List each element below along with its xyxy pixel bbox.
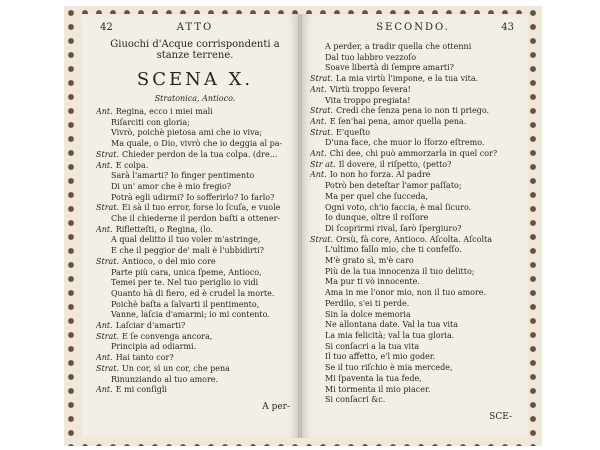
verse-line — [96, 225, 294, 236]
verse-text: Di un' amor che è mio fregio? — [111, 181, 232, 191]
verse-text: L'ultimo fallo mio, che ti confeſſo. — [325, 245, 462, 255]
verse-line — [310, 106, 516, 117]
verse-text: Sin la dolce memoria — [325, 309, 411, 319]
verse-line — [310, 374, 516, 385]
speaker-label: Strat. — [96, 203, 120, 213]
verse-line — [96, 300, 294, 311]
verse-line — [310, 310, 516, 321]
verse-line — [310, 63, 516, 74]
verse-text: Ma pur ti vò innocente. — [325, 277, 420, 287]
verse-line — [96, 182, 294, 193]
verse-text: Riſarciti con gloria; — [111, 117, 190, 127]
verse-text: Rinunziando al tuo amore. — [111, 374, 219, 384]
verse-line — [310, 267, 516, 278]
verse-text: Il dovere, il riſpetto, (petto? — [338, 159, 452, 169]
verse-text: Il tuo affetto, e'l mio goder. — [325, 352, 436, 362]
scene-setting-line: stanze terrene. — [156, 50, 234, 61]
verse-line — [96, 353, 294, 364]
speaker-label: Strat. — [96, 149, 120, 159]
verse-line — [96, 171, 294, 182]
verse-text: Si conſacri a la tua vita — [325, 341, 420, 351]
verse-text: Potrò ben deteſtar l'amor paſſato; — [325, 181, 462, 191]
verse-line — [310, 320, 516, 331]
verse-line — [310, 385, 516, 396]
running-header-left — [96, 22, 294, 36]
verse-text: E che il peggior de' mali è l'ubbidirti? — [111, 246, 264, 256]
speaker-label: Strat. — [310, 106, 334, 116]
speaker-label: Ant. — [96, 224, 113, 234]
verse-line — [96, 128, 294, 139]
verse-text: E colpa. — [115, 160, 149, 170]
verse-text: La mia felicità; val la tua gloria. — [325, 330, 455, 340]
dialogue-block — [96, 107, 294, 396]
verse-line — [96, 342, 294, 353]
verse-text: Laſciar d'amarti? — [115, 321, 186, 331]
verse-text: Principia ad odiarmi. — [111, 342, 197, 352]
speaker-label: Str at. — [310, 159, 336, 169]
verse-text: Più de la tua innocenza il tuo delitto; — [325, 266, 475, 276]
verse-line — [310, 117, 516, 128]
verse-line — [310, 245, 516, 256]
verse-text: Io dunque, oltre il roſſore — [325, 213, 429, 223]
verse-line — [96, 310, 294, 321]
left-page — [82, 14, 300, 438]
verse-line — [310, 128, 516, 139]
verse-text: Vivrò, poichè pietosa ami che io viva; — [111, 128, 263, 138]
verse-line — [310, 299, 516, 310]
verse-text: La mia virtù l'impone, e la tua vita. — [336, 74, 479, 84]
verse-text: Orsù, fà core, Antioco. Aſcolta. Aſcolta — [336, 234, 492, 244]
verse-line — [310, 352, 516, 363]
verse-text: Soave libertà di ſempre amarti? — [325, 63, 454, 73]
verse-text: Si conſacri &c. — [325, 395, 386, 405]
verse-text: Chi dee, chi può ammorzarla in quel cor? — [329, 149, 498, 159]
verse-line — [96, 289, 294, 300]
verse-line — [96, 375, 294, 386]
verse-line — [96, 203, 294, 214]
page-number: 42 — [100, 22, 113, 33]
verse-text: Hai tanto cor? — [115, 353, 174, 363]
speaker-label: Ant. — [96, 353, 113, 363]
speaker-label: Strat. — [310, 234, 334, 244]
page-number: 43 — [501, 22, 514, 33]
verse-line — [310, 42, 516, 53]
verse-line — [310, 395, 516, 406]
speaker-label: Ant. — [96, 385, 113, 395]
verse-line — [310, 96, 516, 107]
verse-text: Regina, ecco i miei mali — [115, 107, 213, 116]
verse-line — [96, 118, 294, 129]
speaker-label: Strat. — [96, 363, 120, 373]
verse-text: Io non ho forza. Al padre — [329, 170, 431, 180]
speaker-label: Ant. — [310, 149, 327, 159]
verse-line — [310, 235, 516, 246]
verse-line — [96, 235, 294, 246]
speaker-label: Strat. — [96, 256, 120, 266]
verse-text: Virtù troppo ſevera! — [329, 84, 411, 94]
speaker-label: Ant. — [310, 170, 327, 180]
verse-text: M'è grato sì, m'è caro — [325, 256, 414, 266]
speaker-label: Ant. — [96, 107, 113, 116]
verse-text: Dal tuo labbro vezzoſo — [325, 52, 417, 62]
verse-text: Mi tormenta il mio piacer. — [325, 384, 431, 394]
dialogue-block — [310, 42, 516, 406]
book-gutter — [298, 14, 302, 438]
verse-line — [96, 332, 294, 343]
speaker-label: Ant. — [96, 160, 113, 170]
verse-line — [310, 192, 516, 203]
verse-line — [96, 193, 294, 204]
verse-text: Quanto hà di fiero, ed è crudel la morte. — [111, 288, 275, 298]
verse-line — [96, 246, 294, 257]
verse-text: Rifletteſti, o Regina, (lo. — [115, 224, 214, 234]
verse-text: Potrà egli udirmi? Io sofferirlo? Io farlo? — [111, 192, 275, 202]
running-head: ATTO — [176, 22, 214, 33]
verse-line — [310, 203, 516, 214]
verse-text: Ne allontana date. Val la tua vita — [325, 320, 459, 330]
verse-line — [96, 257, 294, 268]
verse-text: E'queſto — [336, 127, 371, 137]
verse-line — [310, 149, 516, 160]
verse-line — [96, 139, 294, 150]
verse-text: Mi ſpaventa la tua fede, — [325, 373, 422, 383]
verse-line — [310, 342, 516, 353]
verse-line — [310, 224, 516, 235]
verse-text: E ſe convenga ancora, — [122, 331, 213, 341]
verse-line — [310, 277, 516, 288]
verse-text: Che il chiederne il perdon baſti a ottener- — [111, 214, 281, 224]
verse-line — [310, 160, 516, 171]
verse-text: Ogni voto, ch'io faccia, è mal ſicuro. — [325, 202, 472, 212]
verse-text: Se il tuo riſchio è mia mercede, — [325, 363, 453, 373]
verse-line — [310, 363, 516, 374]
verse-text: Sarà l'amarti? Io finger pentimento — [111, 171, 255, 181]
verse-line — [96, 385, 294, 396]
verse-line — [310, 74, 516, 85]
speaker-label: Ant. — [310, 116, 327, 126]
verse-text: Di ſcoprirmi rival, ſarò ſpergiuro? — [325, 223, 462, 233]
speaker-label: Strat. — [96, 331, 120, 341]
verse-text: Ma per quel che ſuccedа, — [325, 191, 428, 201]
verse-line — [310, 288, 516, 299]
verse-text: Antioco, o del mio core — [122, 256, 216, 266]
verse-text: Un cor, sì un cor, che pena — [122, 363, 230, 373]
speaker-label: Strat. — [310, 127, 334, 137]
verse-line — [96, 268, 294, 279]
verse-line — [96, 321, 294, 332]
verse-line — [96, 214, 294, 225]
verse-line — [310, 213, 516, 224]
right-page — [300, 14, 528, 438]
scene-persons: Stratonica, Antioco. — [154, 94, 236, 103]
verse-text: Ei sà il tuo error, forse lo ſcuſa, e vuole — [122, 203, 281, 213]
scene-setting — [96, 39, 294, 61]
scene-setting-line: Giuochi d'Acque corrispondenti a — [110, 39, 280, 50]
verse-line — [310, 256, 516, 267]
catchword: A per- — [262, 401, 290, 412]
verse-text: Vanne, laſcia d'amarmi; io mi contento. — [111, 310, 270, 320]
verse-text: Temei per te. Nel tuo periglio io vidi — [111, 278, 259, 288]
catchword: SCE- — [489, 411, 512, 422]
verse-line — [96, 278, 294, 289]
verse-line — [310, 138, 516, 149]
verse-text: Poichè baſta a ſalvarti il pentimento, — [111, 299, 260, 309]
scene-heading: SCENA X. — [136, 69, 254, 90]
verse-text: E ſen'hai pena, amor quella pena. — [329, 116, 467, 126]
verse-text: Chieder perdon de la tua colpa. (dre... — [122, 149, 278, 159]
verse-line — [310, 331, 516, 342]
verse-line — [96, 107, 294, 118]
verse-text: Ama in me l'onor mio, non il tuo amore. — [325, 288, 487, 298]
verse-text: Credi che ſenza pena io non ti priego. — [336, 106, 490, 116]
verse-line — [310, 170, 516, 181]
verse-text: E mi conſigli — [115, 385, 167, 395]
speaker-label: Ant. — [310, 84, 327, 94]
verse-text: D'una face, che muor lo ſforzo eſtremo. — [325, 138, 485, 148]
running-header-right — [310, 22, 516, 36]
verse-text: A qual delitto il tuo voler m'astringe, — [111, 235, 261, 245]
verse-line — [96, 161, 294, 172]
verse-text: Parte più cara, unica ſpeme, Antioco, — [111, 267, 262, 277]
speaker-label: Ant. — [96, 321, 113, 331]
verse-line — [310, 181, 516, 192]
running-head: SECONDO. — [376, 22, 450, 33]
verse-text: Vita troppo pregiata! — [325, 95, 411, 105]
verse-text: A perder, a tradir quella che ottenni — [325, 42, 472, 51]
verse-line — [96, 364, 294, 375]
verse-line — [310, 85, 516, 96]
verse-line — [96, 150, 294, 161]
speaker-label: Strat. — [310, 74, 334, 84]
verse-text: Perdilo, s'ei ti perde. — [325, 298, 410, 308]
verse-text: Ma quale, o Dio, vivrò che io deggia al pa- — [111, 139, 283, 149]
verse-line — [310, 53, 516, 64]
